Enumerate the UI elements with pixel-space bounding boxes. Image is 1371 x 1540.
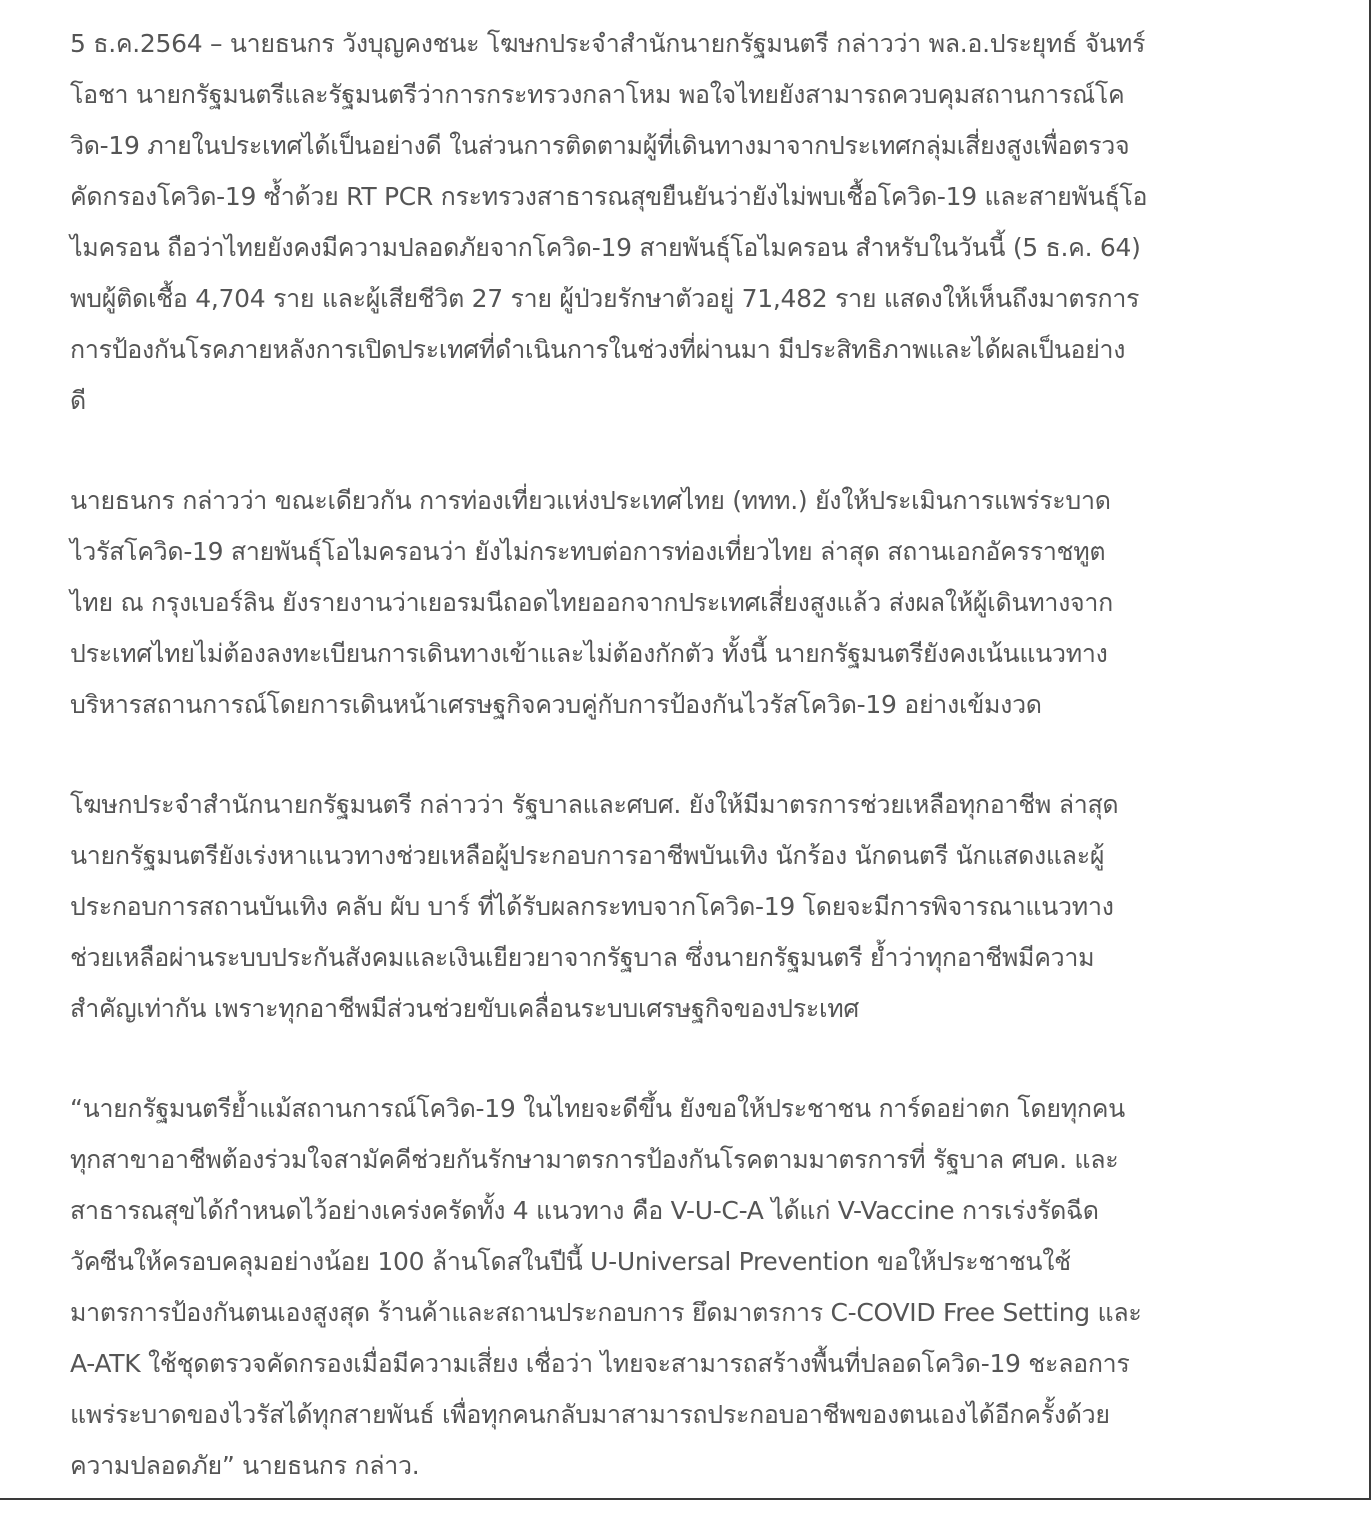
text-line: พบผู้ติดเชื้อ 4,704 ราย และผู้เสียชีวิต 27 ราย ผู้ป่วยรักษาตัวอยู่ 71,482 ราย แสดงให้เห็นถึงมาตรการ xyxy=(70,284,1140,313)
text-line: สำคัญเท่ากัน เพราะทุกอาชีพมีส่วนช่วยขับเคลื่อนระบบเศรษฐกิจของประเทศ xyxy=(70,994,859,1023)
text-line: ไวรัสโควิด-19 สายพันธุ์โอไมครอนว่า ยังไม่กระทบต่อการท่องเที่ยวไทย ล่าสุด สถานเอกอัครราชทูต xyxy=(70,537,1106,566)
text-line: 5 ธ.ค.2564 – นายธนกร วังบุญคงชนะ โฆษกประจำสำนักนายกรัฐมนตรี กล่าวว่า พล.อ.ประยุทธ์ จันทร์ xyxy=(70,29,1146,58)
text-line: โอชา นายกรัฐมนตรีและรัฐมนตรีว่าการกระทรวงกลาโหม พอใจไทยยังสามารถควบคุมสถานการณ์โค xyxy=(70,80,1125,109)
text-line: สาธารณสุขได้กำหนดไว้อย่างเคร่งครัดทั้ง 4 แนวทาง คือ V-U-C-A ได้แก่ V-Vaccine การเร่งรัดฉีด xyxy=(70,1196,1099,1225)
text-line: นายกรัฐมนตรียังเร่งหาแนวทางช่วยเหลือผู้ประกอบการอาชีพบันเทิง นักร้อง นักดนตรี นักแสดงและผู้ xyxy=(70,841,1105,870)
text-line: ดี xyxy=(70,386,86,415)
text-line: ไทย ณ กรุงเบอร์ลิน ยังรายงานว่าเยอรมนีถอดไทยออกจากประเทศเสี่ยงสูงแล้ว ส่งผลให้ผู้เดินทางจาก xyxy=(70,588,1113,617)
text-line: วัคซีนให้ครอบคลุมอย่างน้อย 100 ล้านโดสในปีนี้ U-Universal Prevention ขอให้ประชาชนใช้ xyxy=(70,1247,1071,1276)
text-line: โฆษกประจำสำนักนายกรัฐมนตรี กล่าวว่า รัฐบาลและศบศ. ยังให้มีมาตรการช่วยเหลือทุกอาชีพ ล่าสุด xyxy=(70,790,1119,819)
text-line: ความปลอดภัย” นายธนกร กล่าว. xyxy=(70,1451,420,1480)
text-line: การป้องกันโรคภายหลังการเปิดประเทศที่ดำเนินการในช่วงที่ผ่านมา มีประสิทธิภาพและได้ผลเป็นอย่าง xyxy=(70,335,1126,364)
text-line: ไมครอน ถือว่าไทยยังคงมีความปลอดภัยจากโควิด-19 สายพันธุ์โอไมครอน สำหรับในวันนี้ (5 ธ.ค. 64) xyxy=(70,233,1141,262)
text-line: ประกอบการสถานบันเทิง คลับ ผับ บาร์ ที่ได้รับผลกระทบจากโควิด-19 โดยจะมีการพิจารณาแนวทาง xyxy=(70,892,1114,921)
text-line: ประเทศไทยไม่ต้องลงทะเบียนการเดินทางเข้าและไม่ต้องกักตัว ทั้งนี้ นายกรัฐมนตรียังคงเน้นแนวทาง xyxy=(70,639,1108,668)
text-line: คัดกรองโควิด-19 ซ้ำด้วย RT PCR กระทรวงสาธารณสุขยืนยันว่ายังไม่พบเชื้อโควิด-19 และสายพันธุ์โอ xyxy=(70,182,1148,211)
text-line: วิด-19 ภายในประเทศได้เป็นอย่างดี ในส่วนการติดตามผู้ที่เดินทางมาจากประเทศกลุ่มเสี่ยงสูงเพื่อตรวจ xyxy=(70,131,1130,160)
article-body xyxy=(70,18,1310,1540)
paragraph-3 xyxy=(70,779,1310,1034)
text-line: ช่วยเหลือผ่านระบบประกันสังคมและเงินเยียวยาจากรัฐบาล ซึ่งนายกรัฐมนตรี ย้ำว่าทุกอาชีพมีความ xyxy=(70,943,1095,972)
paragraph-4 xyxy=(70,1083,1310,1491)
text-line: A-ATK ใช้ชุดตรวจคัดกรองเมื่อมีความเสี่ยง เชื่อว่า ไทยจะสามารถสร้างพื้นที่ปลอดโควิด-19 ชะลอการ xyxy=(70,1349,1130,1378)
text-line: มาตรการป้องกันตนเองสูงสุด ร้านค้าและสถานประกอบการ ยึดมาตรการ C-COVID Free Setting และ xyxy=(70,1298,1142,1327)
text-line: “นายกรัฐมนตรีย้ำแม้สถานการณ์โควิด-19 ในไทยจะดีขึ้น ยังขอให้ประชาชน การ์ดอย่าตก โดยทุกคน xyxy=(70,1094,1125,1123)
text-line: บริหารสถานการณ์โดยการเดินหน้าเศรษฐกิจควบคู่กับการป้องกันไวรัสโควิด-19 อย่างเข้มงวด xyxy=(70,690,1042,719)
paragraph-1 xyxy=(70,18,1310,426)
text-line: ทุกสาขาอาชีพต้องร่วมใจสามัคคีช่วยกันรักษามาตรการป้องกันโรคตามมาตรการที่ รัฐบาล ศบค. และ xyxy=(70,1145,1119,1174)
paragraph-2 xyxy=(70,475,1310,730)
text-line: นายธนกร กล่าวว่า ขณะเดียวกัน การท่องเที่ยวแห่งประเทศไทย (ททท.) ยังให้ประเมินการแพร่ระบาด xyxy=(70,486,1111,515)
text-line: แพร่ระบาดของไวรัสได้ทุกสายพันธ์ เพื่อทุกคนกลับมาสามารถประกอบอาชีพของตนเองได้อีกครั้งด้วย xyxy=(70,1400,1110,1429)
